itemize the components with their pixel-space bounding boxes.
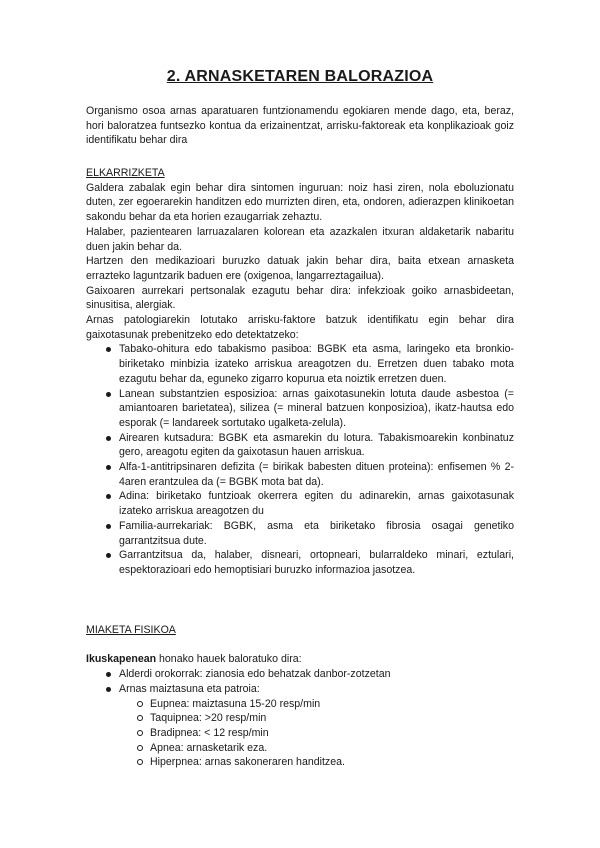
- list-item: Garrantzitsua da, halaber, disneari, ortopneari, bularraldeko minari, eztulari, espektorazioari edo hemoptisiari buruzko informazioa jasotzea.: [86, 548, 514, 577]
- lead-bold: Ikuskapenean: [86, 653, 157, 666]
- sub-list-item: Eupnea: maiztasuna 15-20 resp/min: [119, 697, 514, 712]
- paragraph: Halaber, pazientearen larruazalaren kolorean eta azazkalen itxuran aldaketarik nabaritu duen jakin behar da.: [86, 225, 514, 253]
- breathing-pattern-list: [119, 697, 514, 771]
- paragraph: Arnas patologiarekin lotutako arrisku-faktore batzuk identifikatu egin behar dira gaixotasunak prebenitzeko edo detektatzeko:: [86, 314, 514, 341]
- list-item: Airearen kutsadura: BGBK eta asmarekin du lotura. Tabakismoarekin konbinatuz gero, areagotu egiten da gaixotasun hauen arriskua.: [86, 431, 514, 460]
- list-item: Familia-aurrekariak: BGBK, asma eta biriketako fibrosia osagai genetiko garrantzitsua dute.: [86, 519, 514, 548]
- list-item: Alfa-1-antitripsinaren defizita (= birikak babesten dituen proteina): enfisemen % 2-4aren erantzulea da (= BGBK mota bat da).: [86, 460, 514, 489]
- risk-factor-list: [86, 342, 514, 577]
- sub-list-item: Apnea: arnasketarik eza.: [119, 741, 514, 756]
- lead-paragraph: [86, 652, 514, 667]
- elkarrizketa-section: [86, 166, 514, 578]
- paragraph: Gaixoaren aurrekari pertsonalak ezagutu behar dira: infekzioak goiko arnasbideetan, sinusitisa, alergiak.: [86, 284, 514, 312]
- lead-text: honako hauek baloratuko dira:: [156, 653, 302, 666]
- page-title: 2. ARNASKETAREN BALORAZIOA: [166, 68, 434, 85]
- miaketa-section: [86, 623, 514, 770]
- inspection-list: [86, 667, 514, 770]
- paragraph: Galdera zabalak egin behar dira sintomen inguruan: noiz hasi ziren, nola eboluzionatu duten, zer egoerarekin handitzen edo murrizten diren, eta, ondoren, adierazpen klinikoetan sakondu behar da eta horien ezaugarriak zehaztu.: [86, 181, 514, 224]
- sub-list-item: Taquipnea: >20 resp/min: [119, 711, 514, 726]
- intro-paragraph: Organismo osoa arnas aparatuaren funtzionamendu egokiaren mende dago, eta, beraz, hori baloratzea funtsezko kontua da erizainentzat, arrisku-faktoreak eta konplikazioak goiz identifikatu behar dira: [86, 105, 514, 147]
- sub-list-item: Bradipnea: < 12 resp/min: [119, 726, 514, 741]
- sub-list-item: Hiperpnea: arnas sakoneraren handitzea.: [119, 755, 514, 770]
- list-item: [86, 682, 514, 770]
- paragraph: Hartzen den medikazioari buruzko datuak jakin behar dira, baita etxean arnasketa errazteko laguntzarik baduen ere (oxigenoa, langarreztagailua).: [86, 255, 514, 282]
- list-item-text: Arnas maiztasuna eta patroia:: [119, 682, 260, 695]
- list-item: Alderdi orokorrak: zianosia edo behatzak danbor-zotzetan: [86, 667, 514, 682]
- list-item: Tabako-ohitura edo tabakismo pasiboa: BGBK eta asma, laringeko eta bronkio-biriketako minbizia izateko arriskua areagotzen du. Erretzen duen tabako mota ezagutu behar da, eguneko zigarro kopurua eta noiztik erretzen duen.: [86, 342, 514, 386]
- intro-section: [86, 104, 514, 148]
- list-item: Adina: biriketako funtzioak okerrera egiten du adinarekin, arnas gaixotasunak izateko arriskua areagotzen du: [86, 489, 514, 518]
- list-item: Lanean substantzien esposizioa: arnas gaixotasunekin lotuta daude asbestoa (= amiantoaren barietatea), silizea (= mineral batzuen konposizioa), ikatz-hautsa edo esporak (= landareek sortutako ugalketa-zelula).: [86, 387, 514, 431]
- section-heading: MIAKETA FISIKOA: [86, 624, 176, 636]
- section-heading: ELKARRIZKETA: [86, 167, 165, 179]
